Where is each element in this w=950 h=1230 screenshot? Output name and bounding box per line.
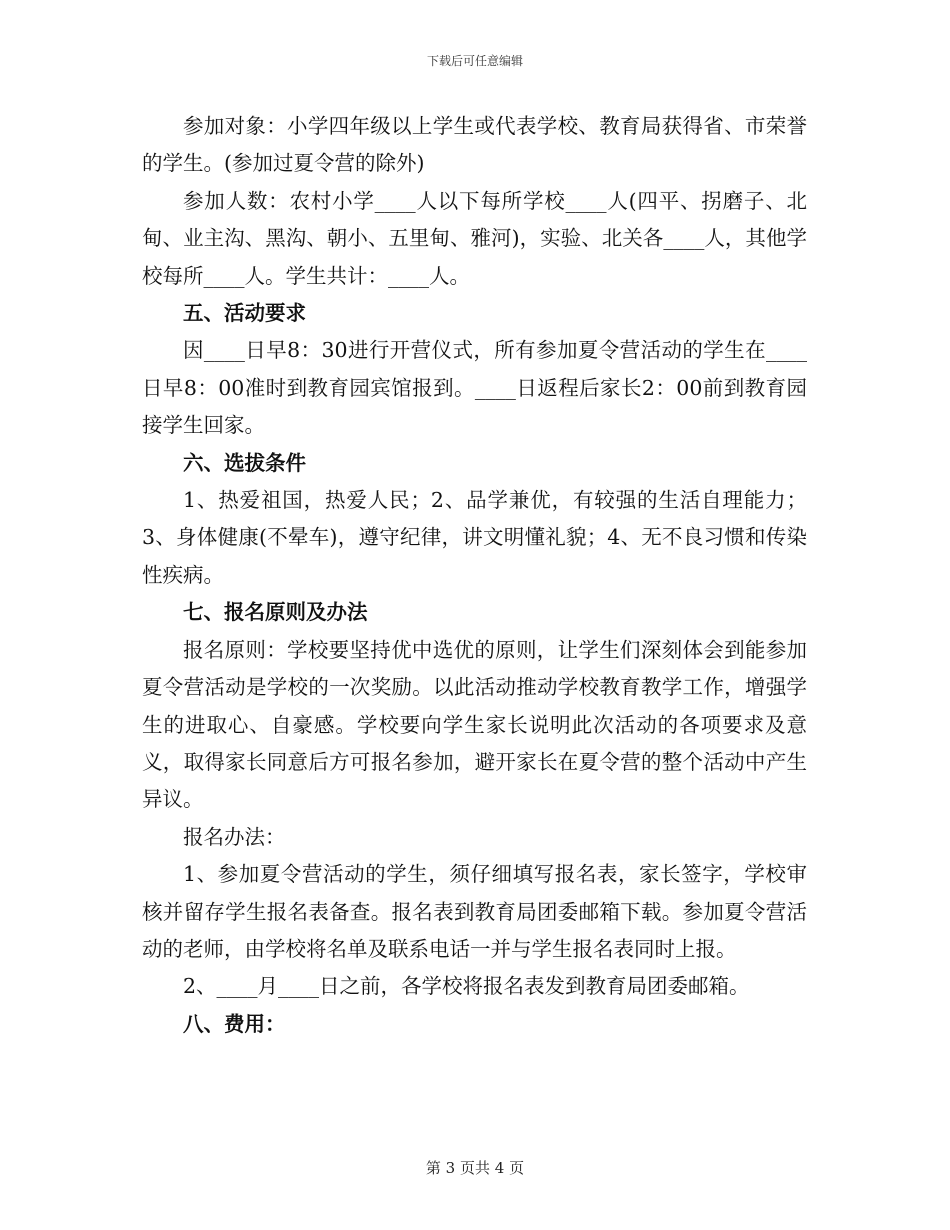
paragraph-registration-principle: 报名原则：学校要坚持优中选优的原则，让学生们深刻体会到能参加夏令营活动是学校的一次奖励。以此活动推动学校教育教学工作，增强学生的进取心、自豪感。学校要向学生家长说明此次活动的各项要求及意义，取得家长同意后方可报名参加，避开家长在夏令营的整个活动中产生异议。 bbox=[142, 637, 807, 812]
section-heading-activity-requirements: 五、活动要求 bbox=[183, 301, 306, 326]
page-header: 下载后可任意编辑 bbox=[426, 54, 523, 68]
paragraph-participants: 参加对象：小学四年级以上学生或代表学校、教育局获得省、市荣誉的学生。(参加过夏令营的除外) bbox=[142, 114, 807, 176]
paragraph-participant-count: 参加人数：农村小学____人以下每所学校____人(四平、拐磨子、北甸、业主沟、黑沟、朝小、五里甸、雅河)，实验、北关各____人，其他学校每所____人。学生共计：____人。 bbox=[142, 188, 807, 288]
section-heading-registration: 七、报名原则及办法 bbox=[183, 600, 368, 625]
paragraph-registration-method-label: 报名办法： bbox=[183, 824, 286, 849]
section-heading-selection-criteria: 六、选拔条件 bbox=[183, 450, 306, 475]
document-body bbox=[142, 108, 807, 1043]
paragraph-registration-method-2: 2、____月____日之前，各学校将报名表发到教育局团委邮箱。 bbox=[183, 974, 750, 999]
section-heading-fees: 八、费用： bbox=[183, 1011, 286, 1036]
paragraph-selection-criteria: 1、热爱祖国，热爱人民；2、品学兼优，有较强的生活自理能力；3、身体健康(不晕车)，遵守纪律，讲文明懂礼貌；4、无不良习惯和传染性疾病。 bbox=[142, 488, 807, 587]
page-footer: 第 3 页共 4 页 bbox=[425, 1159, 525, 1177]
paragraph-activity-requirements: 因____日早8：30进行开营仪式，所有参加夏令营活动的学生在____日早8：00准时到教育园宾馆报到。____日返程后家长2：00前到教育园接学生回家。 bbox=[142, 338, 807, 438]
paragraph-registration-method-1: 1、参加夏令营活动的学生，须仔细填写报名表，家长签字，学校审核并留存学生报名表备查。报名表到教育局团委邮箱下载。参加夏令营活动的老师，由学校将名单及联系电话一并与学生报名表同时上报。 bbox=[142, 862, 807, 961]
